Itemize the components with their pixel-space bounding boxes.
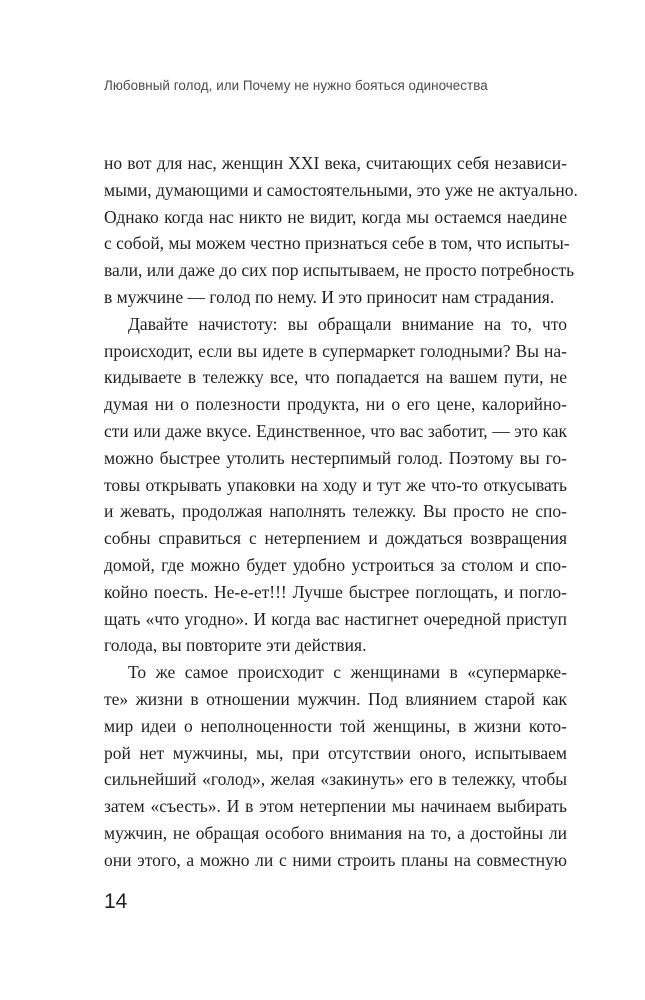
text-line: с собой, мы можем честно признаться себе в том, что испыты- xyxy=(104,233,570,254)
text-line: и жевать, продолжая наполнять тележку. Вы просто не спо- xyxy=(104,501,567,522)
text-line: происходит, если вы идете в супермаркет голодными? Вы на- xyxy=(104,340,567,361)
text-line: затем «съесть». И в этом нетерпении мы начинаем выбирать xyxy=(104,796,567,817)
text-line: То же самое происходит с женщинами в «супермарке- xyxy=(128,662,567,683)
text-line: вали, или даже до сих пор испытываем, не просто потребность xyxy=(104,260,575,281)
text-line: можно быстрее утолить нестерпимый голод. Поэтому вы го- xyxy=(104,447,567,468)
text-line: сти или даже вкусе. Единственное, что вас заботит, — это как xyxy=(104,420,567,441)
text-line: Однако когда нас никто не видит, когда мы остаемся наедине xyxy=(104,206,567,227)
text-line: но вот для нас, женщин XXI века, считающих себя независи- xyxy=(104,153,567,173)
text-line: щать «что угодно». И когда вас настигнет очередной приступ xyxy=(104,608,567,629)
body-text xyxy=(104,150,578,874)
text-line: домой, где можно будет удобно устроиться за столом и спо- xyxy=(104,554,567,575)
text-line: сильнейший «голод», желая «закинуть» его в тележку, чтобы xyxy=(104,769,567,790)
text-line: думая ни о полезности продукта, ни о его цене, калорийно- xyxy=(104,394,567,415)
text-line: в мужчине — голод по нему. И это приносит нам страдания. xyxy=(104,286,555,307)
running-header: Любовный голод, или Почему не нужно бояться одиночества xyxy=(104,78,488,93)
page-number: 14 xyxy=(104,890,128,913)
text-line: рой нет мужчины, мы, при отсутствии оного, испытываем xyxy=(104,742,567,763)
text-line: койно поесть. Не-е-ет!!! Лучше быстрее поглощать, и погло- xyxy=(104,581,567,602)
text-line: кидываете в тележку все, что попадается на вашем пути, не xyxy=(104,367,567,388)
text-line: мир идеи о неполноценности той женщины, в жизни кото- xyxy=(104,715,567,736)
text-line: товы открывать упаковки на ходу и тут же что-то откусывать xyxy=(104,474,567,495)
text-line: мужчин, не обращая особого внимания на то, а достойны ли xyxy=(104,822,567,843)
text-line: собны справиться с нетерпением и дождаться возвращения xyxy=(104,528,567,549)
text-line: Давайте начистоту: вы обращали внимание на то, что xyxy=(128,313,567,334)
text-line: голода, вы повторите эти действия. xyxy=(104,635,367,656)
text-line: мыми, думающими и самостоятельными, это уже не актуально. xyxy=(104,179,578,200)
text-line: те» жизни в отношении мужчин. Под влиянием старой как xyxy=(104,688,567,709)
text-line: они этого, а можно ли с ними строить планы на совместную xyxy=(104,849,567,870)
